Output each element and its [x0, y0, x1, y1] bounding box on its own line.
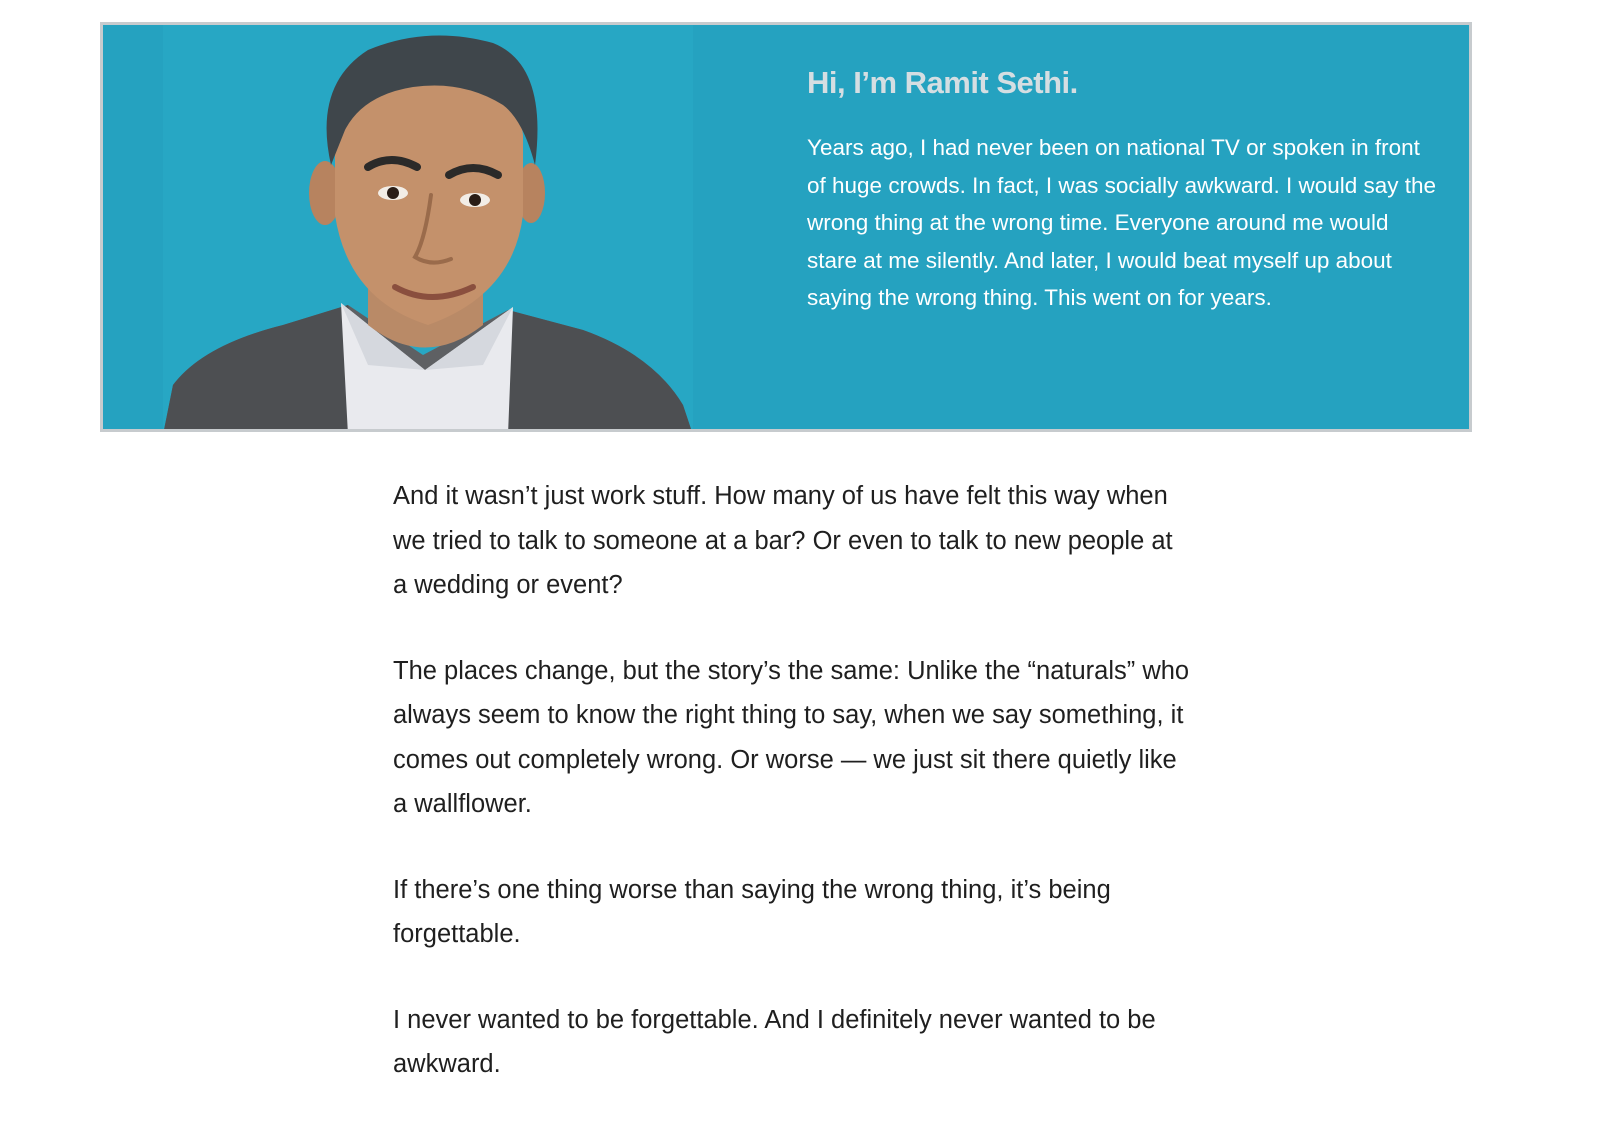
author-intro-heading: Hi, I’m Ramit Sethi. [807, 65, 1078, 100]
article-paragraph: The places change, but the story’s the same: Unlike the “naturals” who always seem to know the right thing to say, when we say something, it comes out completely wrong. Or worse — we just sit there quietly like a wallflower. [393, 656, 1190, 818]
article-paragraph: And it wasn’t just work stuff. How many of us have felt this way when we tried to talk to someone at a bar? Or even to talk to new people at a wedding or event? [393, 482, 1173, 599]
article-paragraph: If there’s one thing worse than saying the wrong thing, it’s being forgettable. [393, 875, 1111, 948]
author-portrait-photo [163, 25, 693, 432]
article-body [393, 474, 1193, 1128]
author-intro-banner [100, 22, 1472, 432]
author-intro-body: Years ago, I had never been on national TV or spoken in front of huge crowds. In fact, I was socially awkward. I would say the wrong thing at the wrong time. Everyone around me would stare at me silently. And later, I would beat myself up about saying the wrong thing. This went on for years. [807, 135, 1437, 310]
article-paragraph: I never wanted to be forgettable. And I definitely never wanted to be awkward. [393, 1005, 1156, 1078]
author-intro-text [807, 65, 1439, 317]
